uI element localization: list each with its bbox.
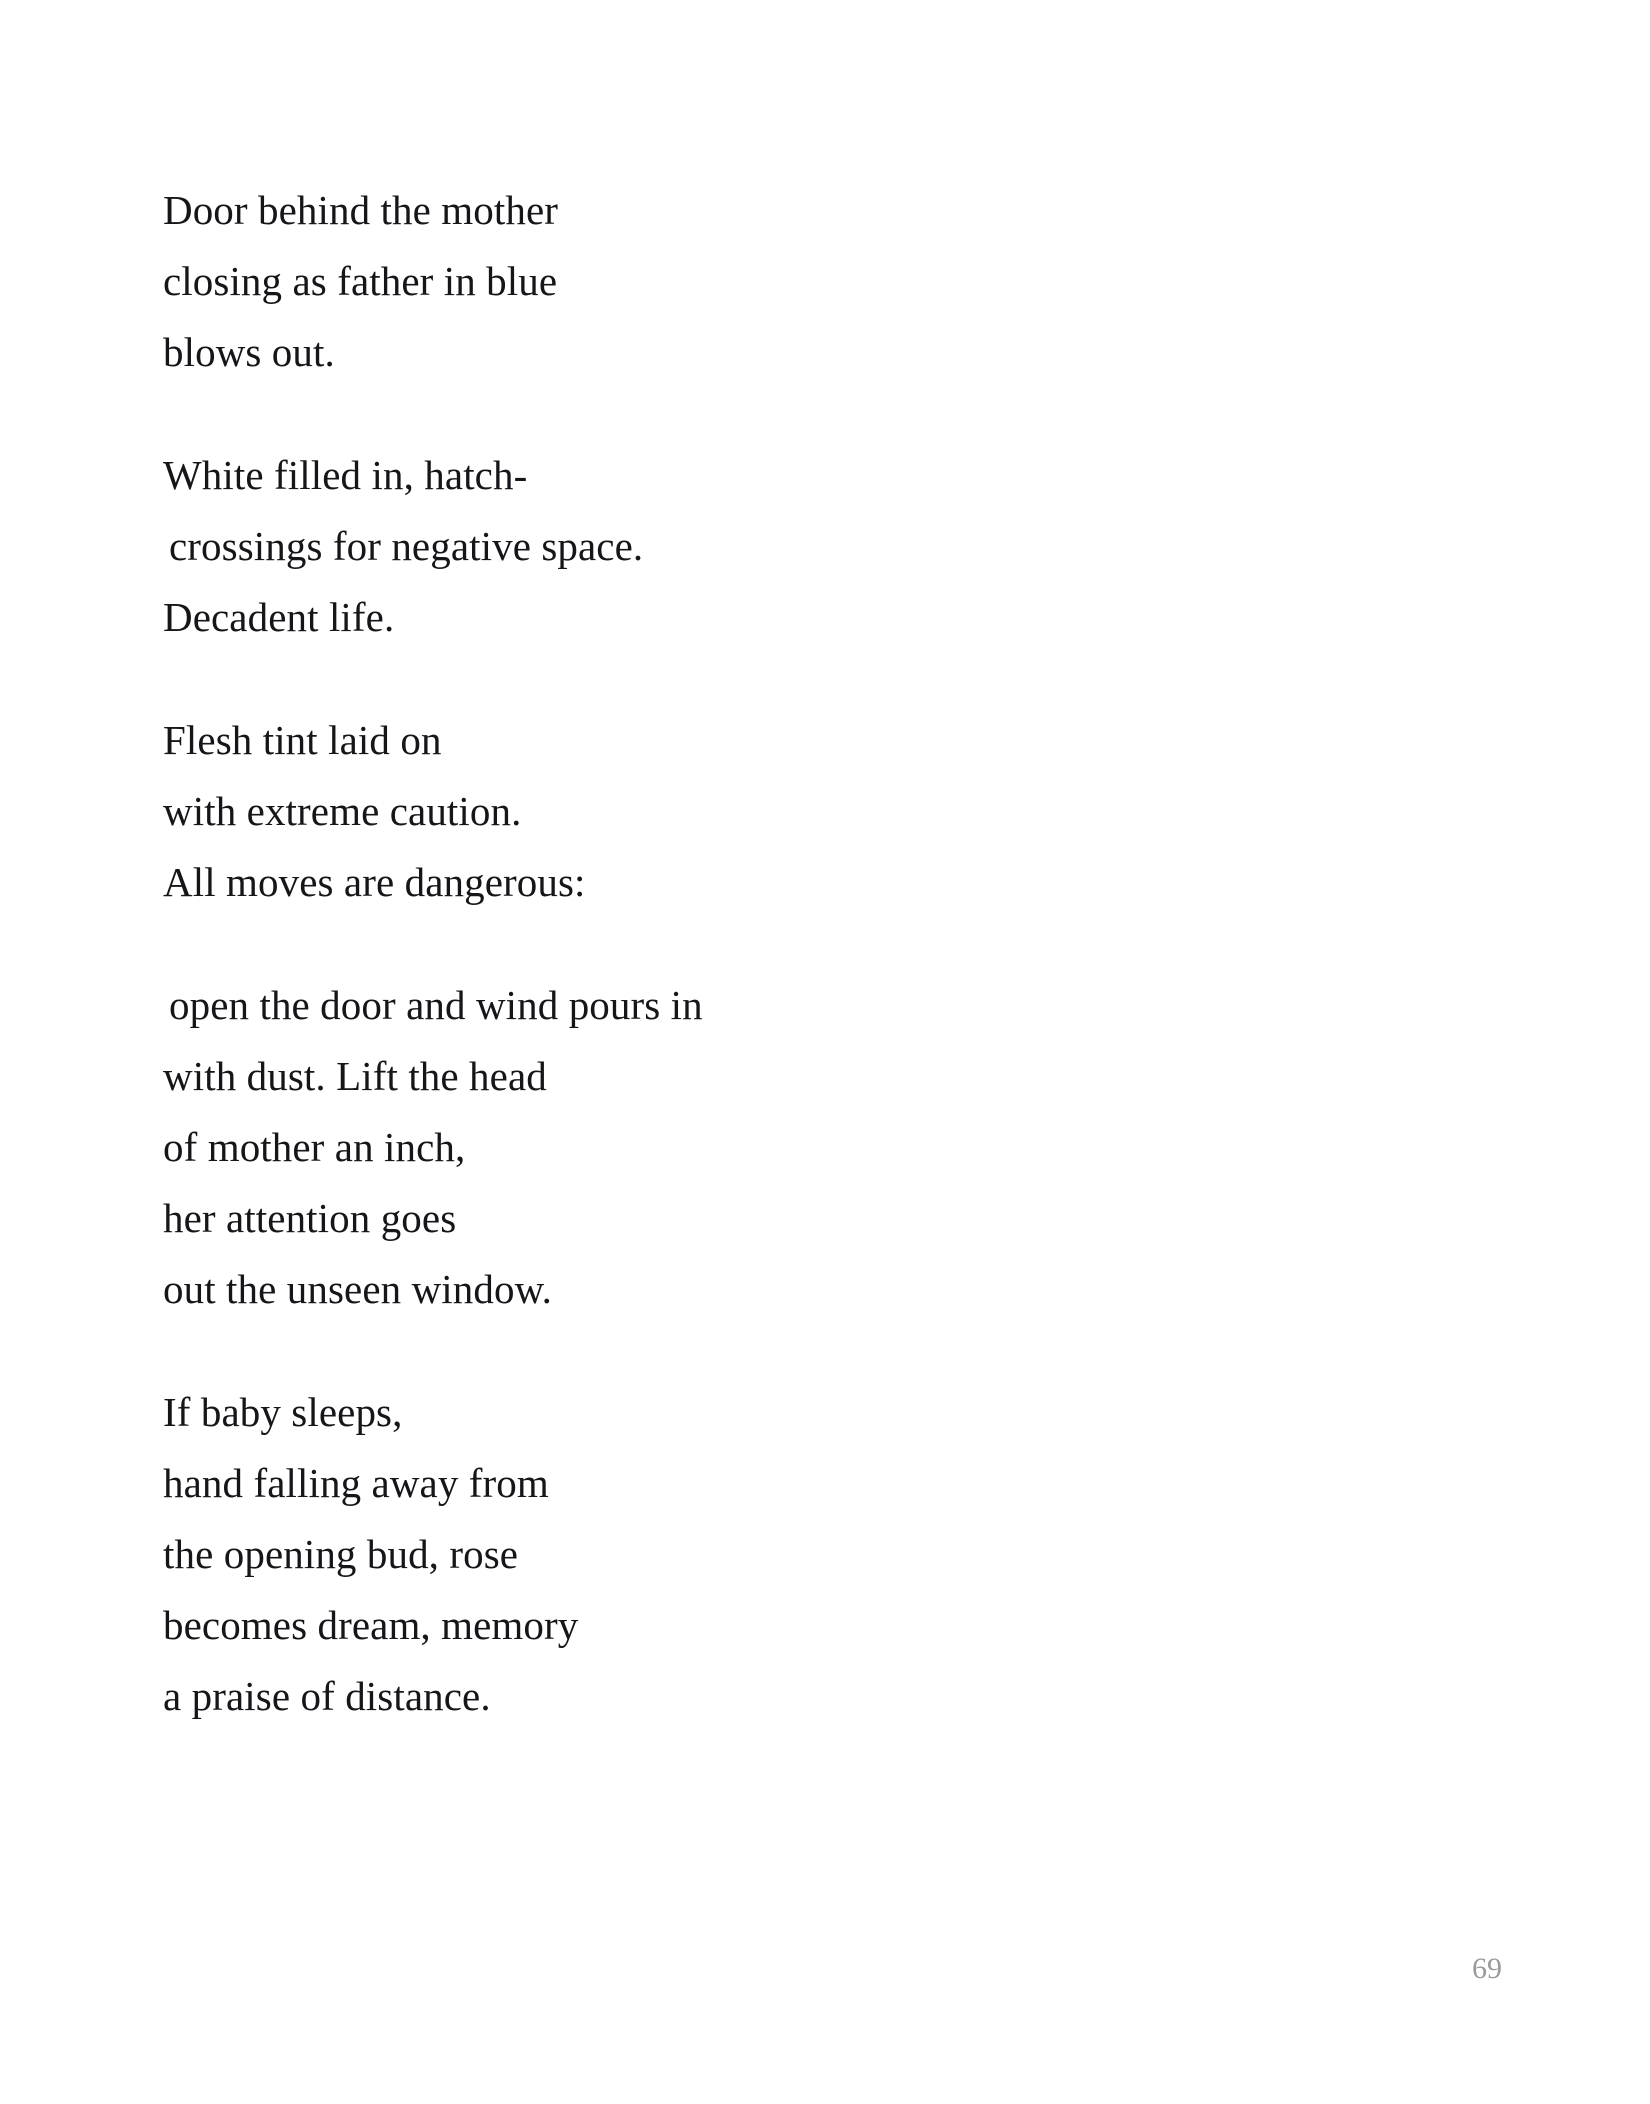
poem-line: the opening bud, rose xyxy=(163,1531,519,1577)
poem-stanza xyxy=(163,440,1313,653)
poem-line: open the door and wind pours in xyxy=(169,982,703,1028)
poem-line: All moves are dangerous: xyxy=(163,859,586,905)
poem-line: her attention goes xyxy=(163,1195,457,1241)
poem-line: White filled in, hatch- xyxy=(163,452,528,498)
page-number: 69 xyxy=(1472,1952,1502,1985)
poem-line: Decadent life. xyxy=(163,594,395,640)
poem-line: with extreme caution. xyxy=(163,788,522,834)
poem-body xyxy=(163,175,1313,1732)
poem-stanza xyxy=(163,1377,1313,1732)
poem-line: Door behind the mother xyxy=(163,187,559,233)
poem-line: Flesh tint laid on xyxy=(163,717,442,763)
poem-line: closing as father in blue xyxy=(163,258,558,304)
poem-stanza xyxy=(163,175,1313,388)
poem-line: a praise of distance. xyxy=(163,1673,491,1719)
poem-line: out the unseen window. xyxy=(163,1266,552,1312)
poem-stanza xyxy=(163,705,1313,918)
poem-line: blows out. xyxy=(163,329,335,375)
poem-line: becomes dream, memory xyxy=(163,1602,579,1648)
poem-line: with dust. Lift the head xyxy=(163,1053,547,1099)
poem-line: If baby sleeps, xyxy=(163,1389,403,1435)
poem-line: crossings for negative space. xyxy=(169,523,644,569)
poem-line: of mother an inch, xyxy=(163,1124,466,1170)
poem-line: hand falling away from xyxy=(163,1460,549,1506)
poem-stanza xyxy=(163,970,1313,1325)
